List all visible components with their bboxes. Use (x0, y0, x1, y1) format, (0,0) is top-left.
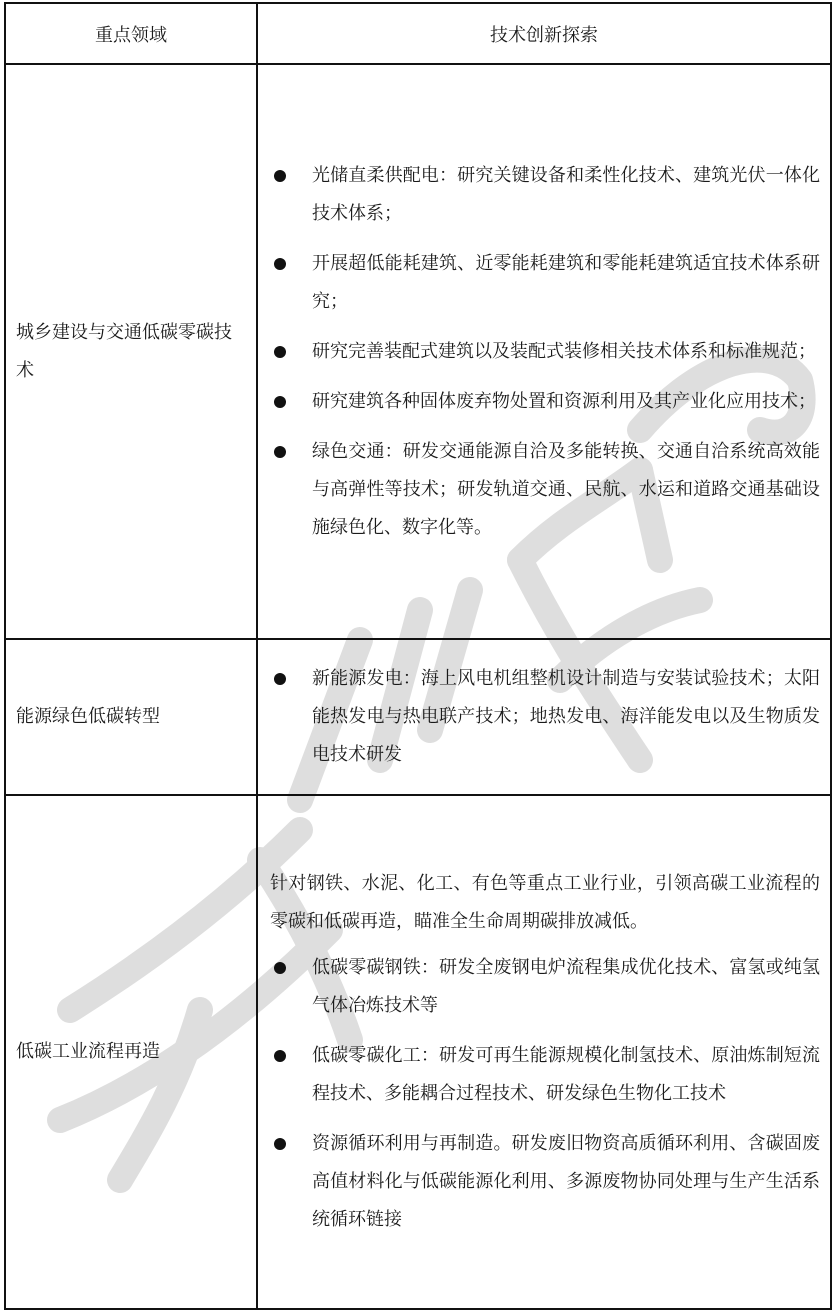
bullet-icon (274, 446, 286, 458)
list-item: 低碳零碳化工：研发可再生能源规模化制氢技术、原油炼制短流程技术、多能耦合过程技术、研发绿色生物化工技术 (270, 1037, 820, 1113)
items-cell (257, 795, 831, 1309)
list-item: 绿色交通：研发交通能源自洽及多能转换、交通自洽系统高效能与高弹性等技术；研发轨道交通、民航、水运和道路交通基础设施绿色化、数字化等。 (270, 433, 820, 547)
list-item: 新能源发电：海上风电机组整机设计制造与安装试验技术；太阳能热发电与热电联产技术；地热发电、海洋能发电以及生物质发电技术研发 (270, 660, 820, 774)
header-innovation: 技术创新探索 (257, 3, 831, 64)
items-cell (257, 639, 831, 795)
area-cell: 能源绿色低碳转型 (5, 639, 257, 795)
list-item: 研究建筑各种固体废弃物处置和资源利用及其产业化应用技术； (270, 383, 820, 421)
bullet-list (270, 949, 820, 1239)
list-item: 资源循环利用与再制造。研发废旧物资高质循环利用、含碳固废高值材料化与低碳能源化利用、多源废物协同处理与生产生活系统循环链接 (270, 1125, 820, 1239)
bullet-icon (274, 396, 286, 408)
bullet-list (270, 157, 820, 547)
items-cell (257, 64, 831, 639)
bullet-icon (274, 1138, 286, 1150)
bullet-list (270, 660, 820, 774)
header-area: 重点领域 (5, 3, 257, 64)
area-cell: 低碳工业流程再造 (5, 795, 257, 1309)
bullet-icon (274, 962, 286, 974)
bullet-icon (274, 346, 286, 358)
list-item: 开展超低能耗建筑、近零能耗建筑和零能耗建筑适宜技术体系研究； (270, 245, 820, 321)
table-row (5, 795, 831, 1309)
area-cell: 城乡建设与交通低碳零碳技术 (5, 64, 257, 639)
bullet-icon (274, 170, 286, 182)
header-row (5, 3, 831, 64)
list-item: 低碳零碳钢铁：研发全废钢电炉流程集成优化技术、富氢或纯氢气体冶炼技术等 (270, 949, 820, 1025)
list-item: 研究完善装配式建筑以及装配式装修相关技术体系和标准规范； (270, 333, 820, 371)
table-row (5, 639, 831, 795)
list-item: 光储直柔供配电：研究关键设备和柔性化技术、建筑光伏一体化技术体系； (270, 157, 820, 233)
intro-text: 针对钢铁、水泥、化工、有色等重点工业行业，引领高碳工业流程的零碳和低碳再造，瞄准全生命周期碳排放减低。 (270, 873, 820, 932)
bullet-icon (274, 1050, 286, 1062)
table-row (5, 64, 831, 639)
tech-table (4, 2, 832, 1310)
bullet-icon (274, 258, 286, 270)
bullet-icon (274, 673, 286, 685)
